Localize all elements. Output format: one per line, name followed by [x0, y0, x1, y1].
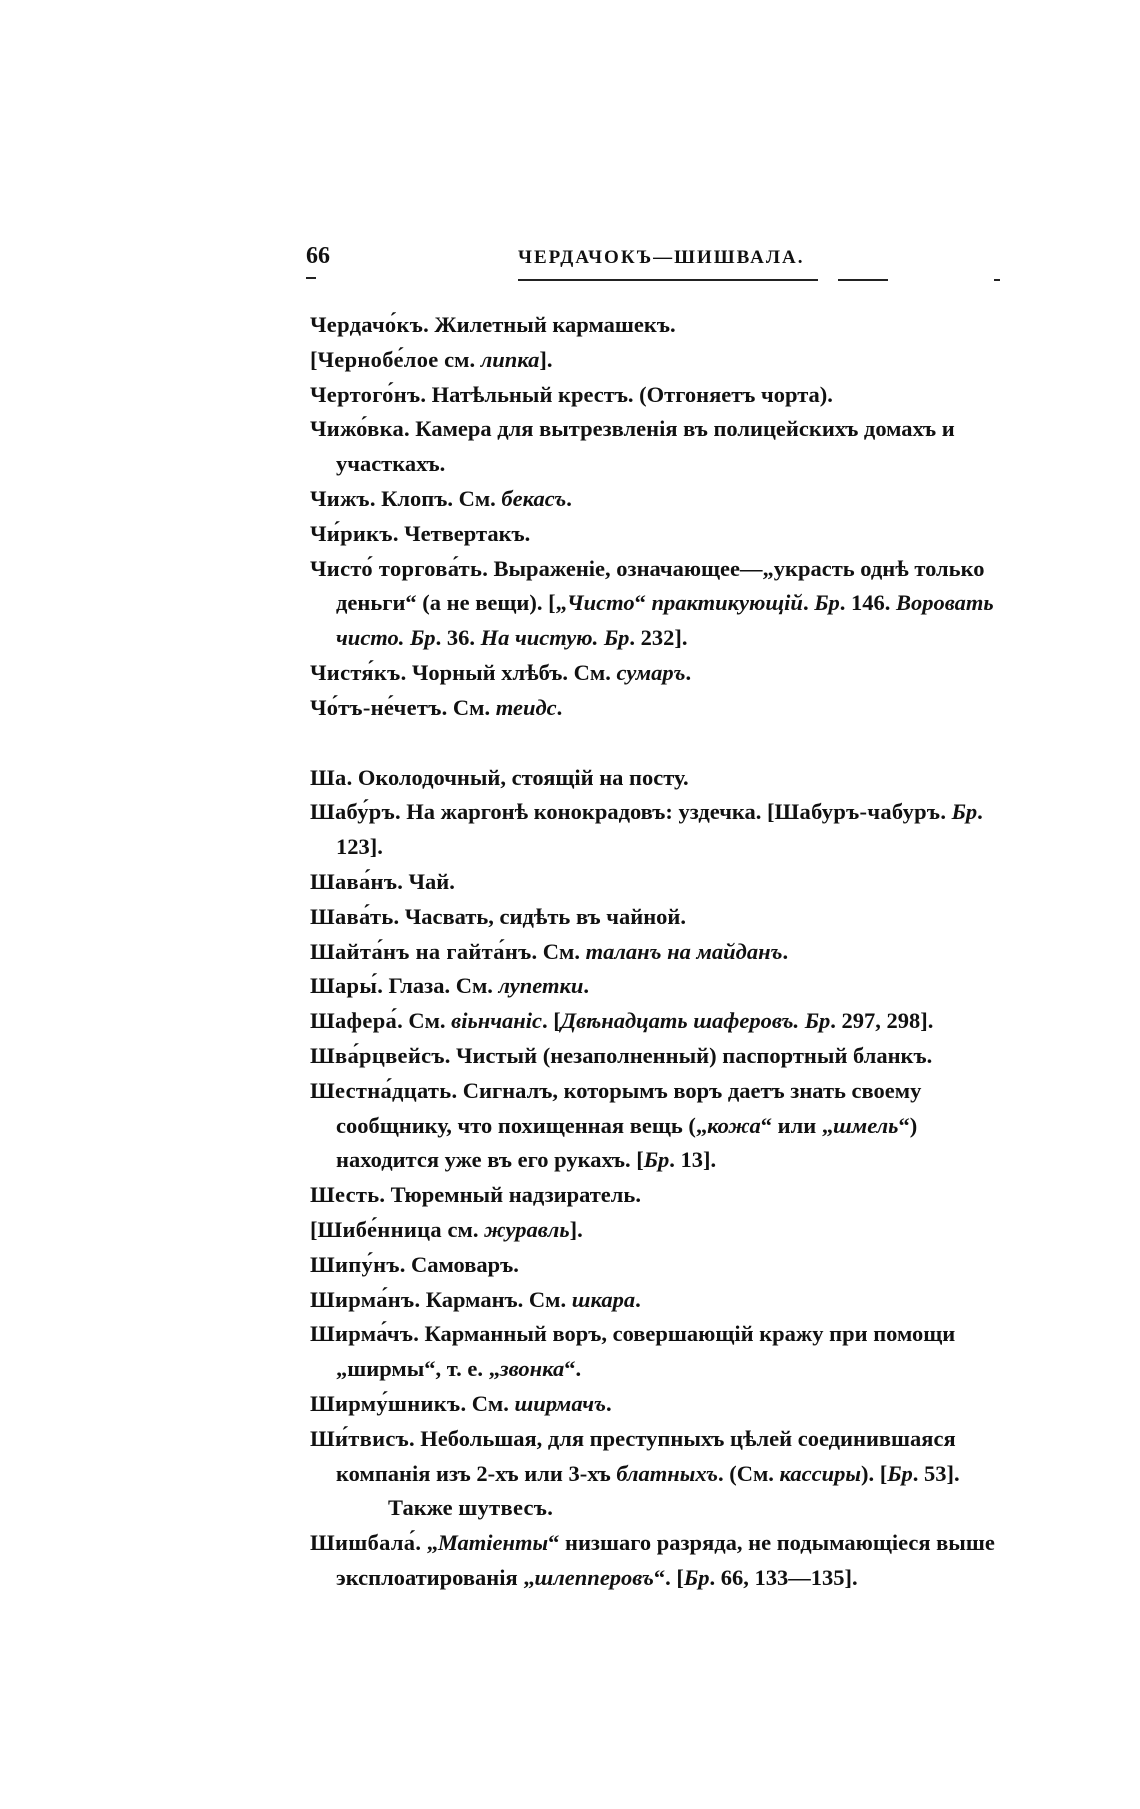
headword: Шипу́нъ [310, 1251, 400, 1277]
definition-text: . [583, 973, 590, 999]
dictionary-entry [310, 1491, 1022, 1526]
definition-text: . Жилетный кармашекъ. [423, 312, 676, 337]
definition-text: . 297, 298]. [830, 1008, 934, 1034]
headword: Чо́тъ-не́четъ [310, 694, 442, 720]
definition-text: . Чорный хлѣбъ. См. [400, 659, 617, 685]
headword: Шава́нъ [310, 868, 398, 894]
headword: Чистя́къ [310, 659, 401, 685]
italic-reference: Воровать чисто. Бр [336, 590, 994, 651]
headword: Ширму́шникъ [310, 1390, 461, 1416]
definition-text: . Клопъ. См. [369, 485, 502, 511]
dictionary-entry [310, 1039, 1022, 1074]
headword: Шафера́ [310, 1008, 398, 1034]
page-header [306, 243, 1026, 283]
headword: Шабуръ-чабуръ [774, 799, 941, 825]
definition-text: “ [634, 590, 652, 616]
definition-text: . „ [415, 1530, 438, 1556]
italic-reference: кожа [707, 1112, 761, 1138]
definition-text: . Небольшая, для преступныхъ цѣлей соединившаяся компанія изъ 2-хъ или 3-хъ [336, 1425, 956, 1486]
headword: Шесть [310, 1182, 380, 1208]
dictionary-entry [310, 761, 1022, 796]
dictionary-entry [310, 1248, 1022, 1283]
italic-reference: Чисто [566, 590, 635, 616]
italic-reference: Бр [814, 590, 840, 616]
definition-text: “) находится уже въ его рукахъ. [ [336, 1112, 918, 1173]
definition-text: . 13]. [669, 1147, 717, 1173]
definition-text: [ [310, 346, 318, 372]
dictionary-entry [310, 691, 1022, 726]
headword: Ширма́нъ [310, 1286, 415, 1312]
italic-reference: кассиры [779, 1460, 861, 1486]
definition-text: см. [438, 346, 481, 372]
dictionary-entry [310, 900, 1022, 935]
italic-reference: липка [480, 346, 540, 372]
definition-text: . Чай. [397, 868, 455, 894]
headword: Шва́рцвейсъ [310, 1042, 445, 1068]
definition-text: . 232]. [629, 625, 688, 651]
definition-text: . (См. [717, 1460, 780, 1486]
headword: Ша [310, 764, 347, 790]
italic-reference: сумаръ [616, 659, 686, 685]
headword: Шишбала́ [310, 1530, 416, 1556]
definition-text: . Чистый (незаполненный) паспортный бланкъ. [444, 1042, 933, 1068]
definition-text: . 53]. [912, 1460, 960, 1486]
dictionary-entry [310, 1387, 1022, 1422]
definition-text: . См. [441, 694, 496, 720]
header-rule [518, 279, 818, 281]
dictionary-entry [310, 1283, 1022, 1318]
italic-reference: теидс [495, 694, 557, 720]
definition-text: ]. [539, 346, 553, 372]
italic-reference: звонка [499, 1356, 565, 1382]
dictionary-entry [310, 308, 1022, 343]
italic-reference: практикующій [651, 590, 803, 616]
definition-text: . См. [460, 1390, 515, 1416]
section-gap [310, 726, 1022, 761]
definition-text: . 146. [839, 590, 896, 616]
definition-text: ). [ [861, 1460, 888, 1486]
dictionary-entry [310, 865, 1022, 900]
definition-text: . 123]. [336, 799, 983, 860]
headword: Шава́ть [310, 903, 394, 929]
definition-text: “ низшаго разряда, не подымающіеся выше эксплоатированія „ [336, 1530, 995, 1590]
italic-reference: блатныхъ [616, 1460, 718, 1486]
definition-text: . Часвать, сидѣть въ чайной. [393, 903, 686, 929]
definition-text: . См. [397, 1008, 452, 1034]
headword: Шары́ [310, 973, 378, 999]
headword: Чердачо́къ [310, 312, 424, 337]
definition-text: . [635, 1286, 641, 1312]
dictionary-entry [310, 552, 1022, 656]
dictionary-entry [310, 1422, 1022, 1492]
definition-text: [ [310, 1216, 318, 1242]
italic-reference: Матіенты [437, 1530, 549, 1556]
definition-text: . Карманный воръ, совершающій кражу при помощи „ширмы“, т. е. „ [336, 1321, 956, 1382]
italic-reference: шмель [833, 1112, 899, 1138]
definition-text: . [605, 1390, 612, 1416]
italic-reference: ширмачъ [514, 1390, 606, 1416]
dictionary-entry [310, 795, 1022, 865]
dictionary-entry [310, 1074, 1022, 1178]
dictionary-entry [310, 1178, 1022, 1213]
dictionary-entry [310, 343, 1022, 378]
headword: Чижъ [310, 485, 370, 511]
dictionary-entries [310, 308, 1022, 1596]
headword: Шестна́дцать [310, 1077, 452, 1103]
definition-text: . Натѣльный крестъ. (Отгоняетъ чорта). [420, 381, 833, 407]
italic-reference: Бр [683, 1564, 710, 1590]
definition-text: . [685, 659, 692, 685]
definition-text: . [802, 590, 815, 616]
headword: Шибе́нница [317, 1216, 442, 1242]
italic-reference: вiьнчаніс [451, 1008, 543, 1034]
running-head: ЧЕРДАЧОКЪ—ШИШВАЛА. [518, 247, 805, 268]
dictionary-entry [310, 935, 1022, 970]
italic-reference: Бр [643, 1147, 670, 1173]
headword: Шабу́ръ [310, 799, 396, 825]
definition-text: “ или „ [760, 1112, 834, 1138]
definition-text: “. [564, 1356, 582, 1382]
headword: Чижо́вка [310, 416, 405, 442]
italic-reference: Двѣнадцать шаферовъ. Бр [560, 1008, 831, 1034]
dictionary-entry [310, 1004, 1022, 1039]
headword: Чи́рикъ [310, 520, 393, 546]
definition-text: . Карманъ. См. [414, 1286, 572, 1312]
headword: Шайта́нъ на гайта́нъ [310, 938, 532, 964]
dictionary-entry [310, 378, 1022, 413]
headword: Чертого́нъ [310, 381, 421, 407]
definition-text: . [940, 799, 952, 825]
italic-reference: На чистую. Бр [480, 625, 630, 651]
definition-text: . Сигналъ, которымъ воръ даетъ знать своему сообщнику, что похищенная вещь („ [336, 1077, 922, 1138]
italic-reference: журавль [484, 1216, 570, 1242]
dictionary-entry [310, 1213, 1022, 1248]
dictionary-entry [310, 1526, 1022, 1596]
dictionary-entry [310, 482, 1022, 517]
header-rule-mark [838, 279, 888, 281]
page-number: 66 [306, 243, 330, 269]
definition-text: Также [388, 1495, 459, 1521]
italic-reference: Бр [887, 1460, 913, 1486]
definition-text: . На жаргонѣ конокрадовъ: уздечка. [ [395, 799, 775, 825]
header-rule-mark [306, 277, 316, 279]
definition-text: . [ [542, 1008, 561, 1034]
italic-reference: шкара [571, 1286, 636, 1312]
header-rule-mark [994, 279, 1000, 281]
italic-reference: лупетки [498, 973, 584, 999]
dictionary-entry [310, 656, 1022, 691]
definition-text: . Выраженіе, означающее—„украсть однѣ только деньги“ (а не вещи). [„ [336, 555, 985, 616]
definition-text: ]. [569, 1216, 583, 1242]
definition-text: . 36. [435, 625, 481, 651]
definition-text: . [782, 938, 789, 964]
italic-reference: шлепперовъ [534, 1564, 654, 1590]
definition-text: . Четвертакъ. [392, 520, 531, 546]
definition-text: . См. [531, 938, 586, 964]
headword: Чисто́ торгова́ть [310, 555, 483, 581]
definition-text: . Камера для вытрезвленія въ полицейскихъ домахъ и участкахъ. [336, 416, 955, 477]
headword: Чернобе́лое [317, 346, 439, 372]
definition-text: см. [441, 1216, 485, 1242]
dictionary-entry [310, 517, 1022, 552]
headword: шутвесъ [458, 1495, 548, 1521]
definition-text: . Самоваръ. [399, 1251, 519, 1277]
definition-text: . 66, 133—135]. [709, 1564, 858, 1590]
italic-reference: бекасъ [501, 485, 567, 511]
dictionary-entry [310, 969, 1022, 1004]
definition-text: . Околодочный, стоящій на посту. [346, 764, 689, 790]
definition-text: “. [ [653, 1564, 684, 1590]
dictionary-entry [310, 412, 1022, 482]
definition-text: . [547, 1495, 553, 1521]
definition-text: . [556, 694, 563, 720]
headword: Ширма́чъ [310, 1321, 414, 1347]
dictionary-entry [310, 1317, 1022, 1387]
headword: Ши́твисъ [310, 1425, 410, 1451]
italic-reference: Бр [951, 799, 978, 825]
italic-reference: таланъ на майданъ [585, 938, 783, 964]
definition-text: . [566, 485, 572, 511]
definition-text: . Глаза. См. [377, 973, 499, 999]
definition-text: . Тюремный надзиратель. [379, 1182, 641, 1208]
